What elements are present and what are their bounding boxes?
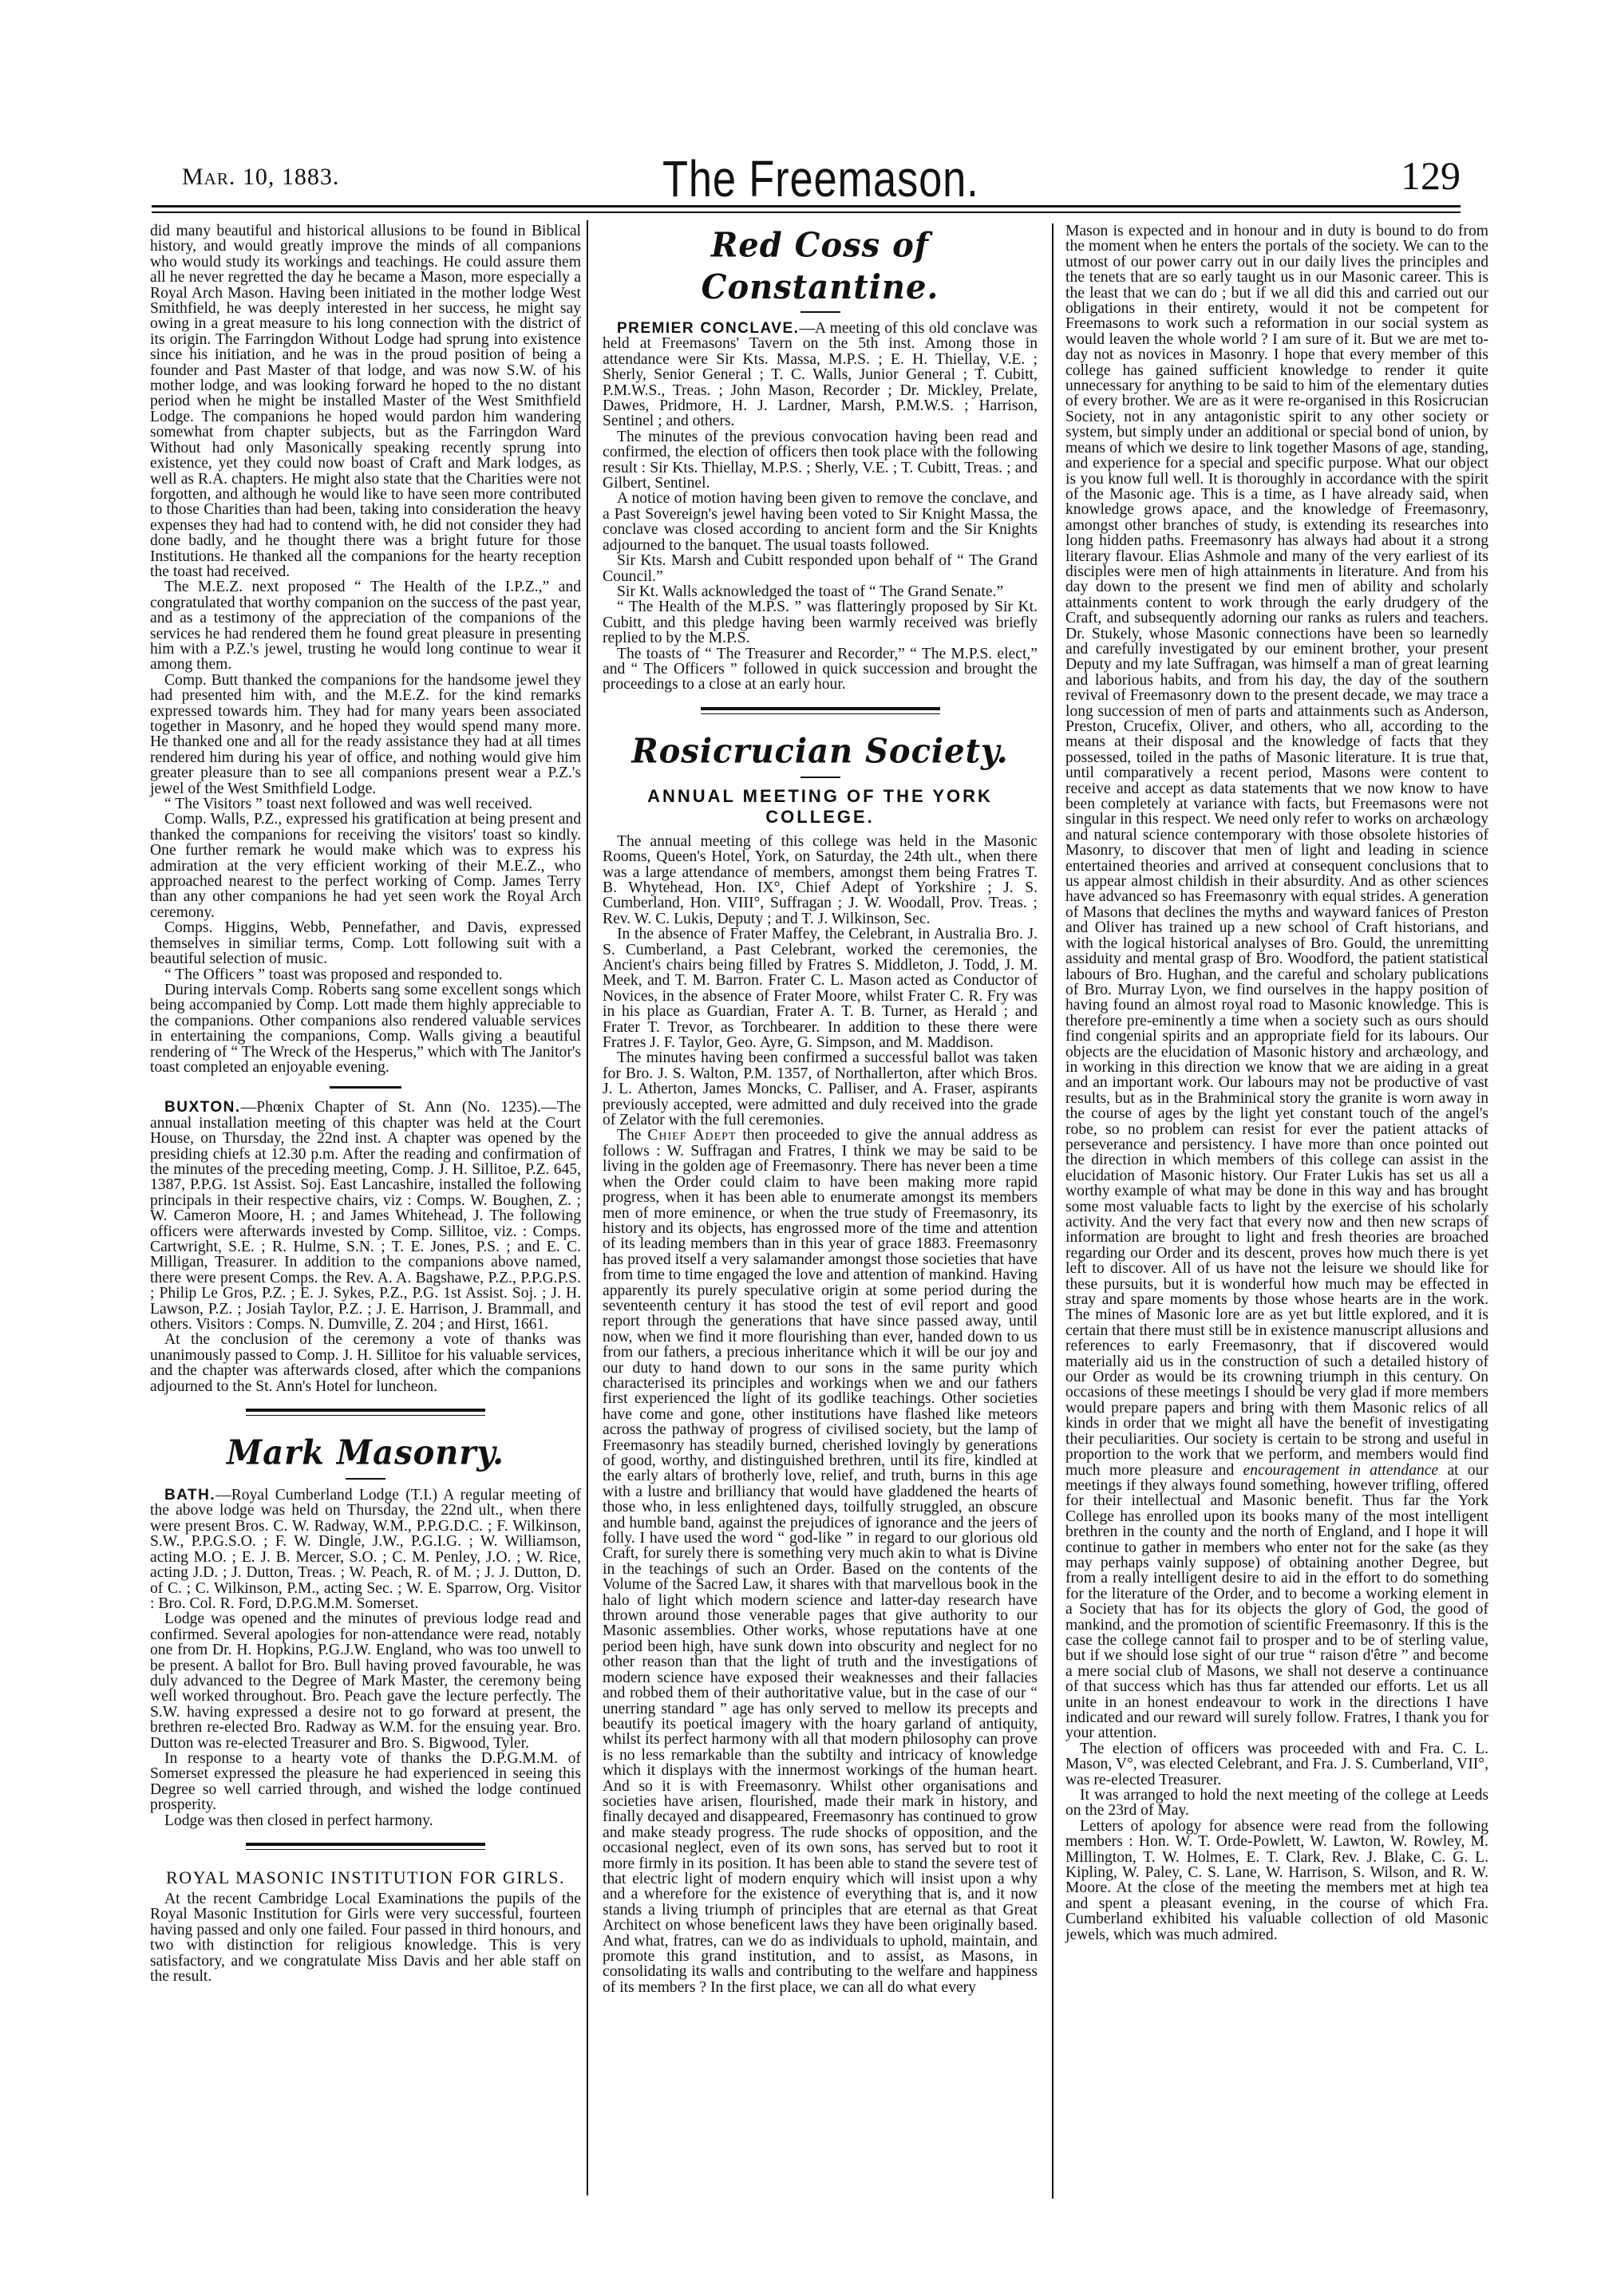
article-paragraph: The toasts of “ The Treasurer and Recorder,” “ The M.P.S. elect,” and “ The Officers ” followed in quick succession and brought the proceedings to a close at an early hour. xyxy=(603,645,1038,694)
article-paragraph: The M.E.Z. next proposed “ The Health of the I.P.Z.,” and congratulated that worthy companion on the success of the past year, and as a testimony of the appreciation of the companions of the services he had rendered them he found great pleasure in presenting him with a P.Z.'s jewel, trusting he would long continue to wear it among them. xyxy=(150,579,581,674)
section-divider xyxy=(330,1086,401,1089)
premier-text: —A meeting of this old conclave was held at Freemasons' Tavern on the 5th inst. Among those in attendance were Sir Kts. Massa, M.P.S. ; E. H. Thiellay, V.E. ; Sherly, Senior General ; T. C. Walls, Junior General ; T. Cubitt, P.M.W.S., Treas. ; John Mason, Recorder ; Dr. Mickley, Prelate, Dawes, Pridmore, H. J. Lardner, Marsh, P.M.W.S. ; Harrison, Sentinel ; and others. xyxy=(603,320,1038,430)
section-divider-double xyxy=(246,1843,485,1850)
section-divider-double xyxy=(246,1409,485,1416)
column-divider xyxy=(1052,223,1053,2199)
article-paragraph: At the recent Cambridge Local Examinations the pupils of the Royal Masonic Institution for Girls were very successful, fourteen having passed and only one failed. Four passed in third honours, and two with distinction for religious knowledge. This is very satisfactory, and we congratulate Miss Davis and her able staff on the result. xyxy=(150,1891,581,1986)
article-paragraph: It was arranged to hold the next meeting of the college at Leeds on the 23rd of May. xyxy=(1065,1787,1488,1820)
address-text-end: at our meetings if they always found something, however trifling, offered for their intellectual and Masonic benefit. Thus far the York College has enrolled upon its books many of the most intelligent brethren in the county and the north of England, and I hope it will continue to gather in members who enter not for the sake (as they may perhaps vainly suppose) of obtaining another Degree, but from a really intelligent desire to aid in the effort to do something for the literature of the Order, and to become a working element in a Society that has for its objects the glory of God, the good of mankind, and the promotion of scientific Freemasonry. If this is the case the college cannot fail to prosper and to be of sterling value, but if we should lose sight of our true “ raison d'être ” and become a mere social club of Masons, we shall not deserve a continuance of that success which has thus far attended our efforts. Let us all unite in an honest endeavour to work in the directions I have indicated and our reward will surely follow. Fratres, I thank you for your attention. xyxy=(1065,1461,1488,1742)
article-paragraph: The annual meeting of this college was held in the Masonic Rooms, Queen's Hotel, York, on Saturday, the 24th ult., when there was a large attendance of members, amongst them being Fratres T. B. Whytehead, Hon. IX°, Chief Adept of Yorkshire ; J. S. Cumberland, Hon. VIII°, Suffragan ; J. W. Woodall, Prov. Treas. ; Rev. W. C. Lukis, Deputy ; and T. J. Wilkinson, Sec. xyxy=(603,832,1038,927)
masthead xyxy=(152,150,1461,207)
bath-lead: BATH. xyxy=(164,1487,216,1504)
article-paragraph: Letters of apology for absence were read from the following members : Hon. W. T. Orde-Powlett, W. Lawton, W. Rowley, M. Millington, T. W. Holmes, E. T. Clark, Rev. J. Blake, C. G. L. Kipling, W. Paley, C. S. Lane, W. Harrison, S. Wilson, and R. W. Moore. At the close of the meeting the members met at high tea and spent a pleasant evening, in the course of which Fra. Cumberland exhibited his valuable collection of old Masonic jewels, which was much admired. xyxy=(1065,1817,1488,1943)
article-paragraph: In the absence of Frater Maffey, the Celebrant, in Australia Bro. J. S. Cumberland, a Past Celebrant, worked the ceremonies, the Ancient's chairs being filled by Fratres S. Middleton, J. Todd, J. M. Meek, and T. M. Barron. Frater C. L. Mason acted as Conductor of Novices, in the absence of Frater Moore, whilst Frater C. R. Fry was in his place as Guardian, Frater A. T. B. Turner, as Herald ; and Frater T. Trevor, as Torchbearer. In addition to these there were Fratres J. F. Taylor, Geo. Ayre, G. Simpson, and M. Maddison. xyxy=(603,926,1038,1052)
section-heading-red-cross: Red Coss of Constantine. xyxy=(701,225,939,307)
article-paragraph: A notice of motion having been given to remove the conclave, and a Past Sovereign's jewel having been voted to Sir Knight Massa, the conclave was closed according to ancient form and the Sir Knights adjourned to the banquet. The usual toasts followed. xyxy=(603,490,1038,554)
masthead-rule-thin xyxy=(152,211,1461,213)
buxton-text: —Phœnix Chapter of St. Ann (No. 1235).—The annual installation meeting of this chapter was held at the Court House, on Thursday, the 22nd inst. A chapter was opened by the presiding chiefs at 12.30 p.m. After the reading and confirmation of the minutes of the preceding meeting, Comp. J. H. Sillitoe, P.Z. 645, 1387, P.P.G. 1st Assist. Soj. East Lancashire, installed the following principals in their respective chairs, viz : Comps. W. Boughen, Z. ; W. Cameron Moore, H. ; and James Whitehead, J. The following officers were afterwards invested by Comp. Sillitoe, viz. : Comps. Cartwright, S.E. ; R. Hulme, S.N. ; T. E. Jones, P.S. ; and E. C. Milligan, Treasurer. In addition to the companions above named, there were present Comps. the Rev. A. A. Bagshawe, P.Z., P.P.G.P.S. ; Philip Le Gros, P.Z. ; E. J. Sykes, P.Z., P.G. 1st Assist. Soj. ; J. H. Lawson, P.Z. ; Josiah Taylor, P.Z. ; J. E. Harrison, J. Brammall, and others. Visitors : Comps. N. Dumville, Z. 204 ; and Hirst, 1661. xyxy=(150,1099,581,1334)
article-paragraph: At the conclusion of the ceremony a vote of thanks was unanimously passed to Comp. J. H. Sillitoe for his valuable services, and the chapter was afterwards closed, after which the companions adjourned to the St. Ann's Hotel for luncheon. xyxy=(150,1331,581,1395)
premier-lead: PREMIER CONCLAVE. xyxy=(617,320,800,337)
buxton-report xyxy=(150,1100,581,1332)
article-paragraph: Sir Kt. Walls acknowledged the toast of “ The Grand Senate.” xyxy=(617,583,1004,600)
article-paragraph: During intervals Comp. Roberts sang some excellent songs which being accompanied by Comp. Lott made them highly appreciable to the companions. Other companions also rendered valuable services in entertaining the companions, Comp. Walls giving a beautiful rendering of “ The Wreck of the Hesperus,” which with The Janitor's toast completed an enjoyable evening. xyxy=(150,981,581,1076)
column-divider xyxy=(587,220,588,2195)
address-text: Mason is expected and in honour and in duty is bound to do from the moment when he enters the portals of the society. We can to the utmost of our power carry out in our daily lives the principles and the tenets that are so early taught us in our Masonic career. This is the least that we can do ; but if we all did this and carried out our obligations in their entirety, would it not be competent for Freemasons to work such a reformation in our social system as would leaven the whole world ? I am sure of it. But we are met to-day not as novices in Masonry. I hope that every member of this college has gained sufficient knowledge to render it quite unnecessary for anything to be said to him of the elementary duties of every brother. We are as it were re-organised in this Rosicrucian Society, not in any antagonistic spirit to any other society or system, but simply under an additional or special bond of union, by means of which we desire to link together Masons of age, standing, and experience for a special and specific purpose. What our object is you know full well. It is thoroughly in accordance with the spirit of the Masonic age. This is a time, as I have already said, when knowledge grows apace, and the knowledge of Freemasonry, amongst other branches of study, is extending its researches into long hidden paths. Freemasonry has always had about it a strong literary flavour. Elias Ashmole and many of the very earliest of its disciples were men of high attainments in literature. And from his day down to the present we find men of ability and scholarly attainments content to work through the early drudgery of the Craft, and subsequently adorning our ranks as rulers and teachers. Dr. Stukely, whose Masonic connections have been so learnedly and carefully investigated by our eminent brother, your present Deputy and my late Suffragan, was himself a man of great learning and laborious habits, and from his day, the day of the southern revival of Freemasonry down to the present decade, we may trace a long succession of men of parts and attainments such as Anderson, Preston, Crucefix, Oliver, and others, who all, according to the means at their disposal and the knowledge of facts that they possessed, toiled in the paths of Masonic literature. It is true that, until comparatively a recent period, Masons were content to receive and accept as data statements that we now know to have been completely at variance with facts, but Freemasons were not singular in this respect. We need only refer to works on archæology and natural science contemporary with those obsolete histories of Masonry, to discover that men of light and leading in science entertained theories and arrived at consequent conclusions that to us appear almost childish in their absurdity. And as other sciences have advanced so has Freemasonry with equal strides. A generation of Masons that declines the myths and wayward fanices of Preston and Oliver has trained up a new school of Craft historians, and with the logical historical analyses of Bro. Gould, the unremitting assiduity and mental grasp of Bro. Woodford, the patient statistical labours of Bro. Hughan, and the careful and scholary publications of Bro. Murray Lyon, we find ourselves in the happy position of having found an almost royal road to Masonic knowledge. This is therefore pre-eminently a time when a society such as ours should find congenial spirits and an appropriate field for its labours. Our objects are the elucidation of Masonic history and archæology, and in working in this direction we know that we are aiding in a great and an important work. Our labours may not be productive of vast results, but as in the Brahminical story the granite is worn away in the course of ages by the light yet constant touch of the angel's robe, so no problem can resist for ever the patient attacks of perseverance and persistency. I have more than once pointed out the direction in which members of this college can assist in the elucidation of Masonic history. Our Frater Lukis has set us all a worthy example of what may be done in this way and has brought some most valuable facts to light by the exercise of his scholarly activity. And the very fact that every now and then new scraps of information are brought to light and fresh theories are broached regarding our Order and its descent, proves how much there is yet left to discover. All of us have not the leisure we should like for these pursuits, but it is wonderful how much may be effected in stray and spare moments by those whose hearts are in the work. The mines of Masonic lore are as yet but little explored, and it is certain that there must still be in existence manuscript allusions and references to early Freemasonry, that if discovered would materially aid us in the construction of such a detailed history of our Order as would be its crowning triumph in this century. On occasions of these meetings I should be very glad if more members would prepare papers and bring with them Masonic relics of all kinds in order that we might all have the benefit of investigating their peculiarities. Our society is certain to be strong and useful in proportion to the work that we perform, and members would find much more pleasure and xyxy=(1065,223,1488,1479)
address-text: then proceeded to give the annual address as follows : W. Suffragan and Fratres, I think we may be said to be living in the golden age of Freemasonry. There has never been a time when the Order could claim to have been making more rapid progress, when it has been able to enumerate amongst its members men of more eminence, or when the true study of Freemasonry, its history and its objects, has engrossed more of the time and attention of its leading members than in this year of grace 1883. Freemasonry has proved itself a very salamander amongst those societies that have from time to time engaged the love and attention of mankind. Having apparently its purely speculative origin at some period during the seventeenth century it has stood the test of evil report and good report through the generations that have since passed away, until now, when we find it more flourishing than ever, handed down to us from our fathers, a precious inheritance which it will be our joy and our duty to hand down to our sons in the same purity which characterised its principles and workings when we and our fathers first experienced the light of its godlike teachings. Other societies have come and gone, other institutions have flashed like meteors across the pathway of progress of civilised society, but the lamp of Freemasonry has steadily burned, cherished lovingly by generations of good, worthy, and distinguished brethren, until its fire, kindled at the early altars of brotherly love, relief, and truth, burns in this age with a lustre and brilliancy that would have gladdened the hearts of those who, in less enlightened days, toilfully struggled, an obscure and humble band, against the prejudices of ignorance and the jeers of folly. I have used the word “ god-like ” in regard to our glorious old Craft, for surely there is something very much akin to what is Divine in the teachings of such an Order. Based on the contents of the Volume of the Sacred Law, it shares with that marvellous book in the halo of light which modern science and latter-day research have thrown around those venerable pages that give authority to our Masonic assemblies. Other works, whose reputations have at one period been high, have sunk down into obscurity and neglect for no other reason than that the light of truth and the investigations of modern science have exposed their weaknesses and their fallacies and robbed them of their authoritative value, but in the case of our “ unerring standard ” age has only served to mellow its precepts and beautify its poetical imagery with the hoary garland of antiquity, whilst its perfect harmony with all that modern philosophy can prove is no less remarkable than the subtilty and intricacy of knowledge which it displays with the innermost workings of the human heart. And so it is with Freemasonry. Whilst other organisations and societies have arisen, flourished, made their mark in history, and finally decayed and disappeared, Freemasonry has continued to grow and make steady progress. The rude shocks of opposition, and the occasional neglect, even of its own sons, has served but to root it more firmly in its position. It has been able to stand the severe test of that electric light of modern enquiry which will insist upon a why and a wherefore for the existence of everything that is, and it now stands a living triumph of principles that are eternal as that Great Architect on whose beneficent laws they have been originally based. And what, fratres, can we do as individuals to uphold, maintain, and promote this grand institution, and to assist, as Masons, in consolidating its walls and contributing to the welfare and happiness of its members ? In the first place, we can all do what every xyxy=(603,1127,1038,1996)
chief-adept-address xyxy=(603,1128,1038,1995)
issue-date: Mar. 10, 1883. xyxy=(182,164,340,190)
article-paragraph: Lodge was opened and the minutes of previous lodge read and confirmed. Several apologies for non-attendance were read, notably one from Dr. H. Hopkins, P.G.J.W. England, who was too unwell to be present. A ballot for Bro. Bull having proved favourable, he was duly advanced to the Degree of Mark Master, the ceremony being well worked throughout. Bro. Peach gave the lecture perfectly. The S.W. having expressed a desire not to go forward at present, the brethren re-elected Bro. Radway as W.M. for the ensuing year. Bro. Dutton was re-elected Treasurer and Bro. S. Bigwood, Tyler. xyxy=(150,1610,581,1752)
column-3 xyxy=(1065,223,1488,1942)
buxton-lead: BUXTON. xyxy=(164,1099,241,1116)
article-paragraph: Comp. Walls, P.Z., expressed his gratification at being present and thanked the companions for receiving the visitors' toast so kindly. One further remark he would make which was to express his admiration at the very efficient working of their M.E.Z., who approached nearest to the perfect working of Comp. James Terry than any other companions he had yet seen work the Royal Arch ceremony. xyxy=(150,811,581,921)
newspaper-title: The Freemason. xyxy=(662,150,979,207)
bath-report xyxy=(150,1488,581,1611)
address-italic-text: encouragement in attendance xyxy=(1243,1461,1439,1479)
article-paragraph: The election of officers was proceeded with and Fra. C. L. Mason, V°, was elected Celebrant, and Fra. J. S. Cumberland, VII°, was re-elected Treasurer. xyxy=(1065,1740,1488,1788)
column-2 xyxy=(603,223,1038,1995)
address-continuation xyxy=(1065,223,1488,1741)
article-paragraph: “ The Health of the M.P.S. ” was flatteringly proposed by Sir Kt. Cubitt, and this pledge having been warmly received was briefly replied to by the M.P.S. xyxy=(603,599,1038,647)
article-paragraph: “ The Officers ” toast was proposed and responded to. xyxy=(164,966,503,983)
chief-adept-label: Chief Adept xyxy=(647,1127,737,1144)
heading-rule xyxy=(346,1478,385,1480)
article-paragraph: Comp. Butt thanked the companions for the handsome jewel they had presented him with, and the M.E.Z. for the kind remarks expressed towards him. They had for many years been associated together in Masonry, and he hoped they would spend many more. He thanked one and all for the ready assistance they had at all times rendered him during his year of office, and nothing would give him greater pleasure than to see all companions present wear a P.Z.'s jewel of the West Smithfield Lodge. xyxy=(150,671,581,797)
article-paragraph: did many beautiful and historical allusions to be found in Biblical history, and would greatly improve the minds of all companions who would study its workings and teachings. He could assure them all he never regretted the day he became a Mason, more especially a Royal Arch Mason. Having been initiated in the mother lodge West Smithfield, he was deeply interested in her success, he might say owing in a great measure to his long connection with the district of its origin. The Farringdon Without Lodge had sprung into existence since his initiation, and he was in the proud position of being a founder and Past Master of that lodge, and was now S.W. of his mother lodge, and was looking forward he hoped to the no distant period when he might be installed Master of the West Smithfield Lodge. The companions he hoped would pardon him wandering somewhat from chapter subjects, but as the Farringdon Ward Without had only Masonically speaking recently sprung into existence, yet they could now boast of Craft and Mark lodges, as well as R.A. chapters. He might also state that the Charities were not forgotten, and although he would like to have seen more contributed to those Charities than had been, taking into consideration the heavy expenses they had had to contend with, he did not consider they had done badly, and he thought there was a bright future for those Institutions. He thanked all the companions for the hearty reception the toast had received. xyxy=(150,223,581,580)
article-paragraph: The minutes having been confirmed a successful ballot was taken for Bro. J. S. Walton, P.M. 1357, of Northallerton, after which Bros. J. L. Atherton, James Moncks, C. Palliser, and A. Fraser, aspirants previously accepted, were admitted and duly received into the grade of Zelator with the full ceremonies. xyxy=(603,1049,1038,1129)
article-paragraph: Sir Kts. Marsh and Cubitt responded upon behalf of “ The Grand Council.” xyxy=(603,552,1038,585)
article-paragraph: Lodge was then closed in perfect harmony. xyxy=(164,1812,433,1829)
article-paragraph: Comps. Higgins, Webb, Pennefather, and Davis, expressed themselves in similiar terms, Comp. Lott following suit with a beautiful selection of music. xyxy=(150,919,581,968)
article-paragraph: In response to a hearty vote of thanks the D.P.G.M.M. of Somerset expressed the pleasure he had experienced in seeing this Degree so well carried through, and wished the lodge continued prosperity. xyxy=(150,1749,581,1814)
section-heading-girls-institution: ROYAL MASONIC INSTITUTION FOR GIRLS. xyxy=(166,1867,565,1887)
section-heading-mark-masonry: Mark Masonry. xyxy=(226,1433,505,1473)
heading-rule xyxy=(800,311,840,313)
bath-text: —Royal Cumberland Lodge (T.I.) A regular meeting of the above lodge was held on Thursday, the 22nd ult., when there were present Bros. C. W. Radway, W.M., P.P.G.D.C. ; F. Wilkinson, S.W., P.P.G.S.O. ; F. W. Dingle, J.W., P.G.I.G. ; W. Williamson, acting M.O. ; E. J. B. Mercer, S.O. ; C. M. Penley, J.O. ; W. Rice, acting J.D. ; J. Dutton, Treas. ; W. Peach, R. of M. ; J. J. Dutton, D. of C. ; C. Wilkinson, P.M., acting Sec. ; W. E. Sparrow, Org. Visitor : Bro. Col. R. Ford, D.P.G.M.M. Somerset. xyxy=(150,1487,581,1612)
section-heading-rosicrucian: Rosicrucian Society. xyxy=(631,731,1009,771)
address-intro: The xyxy=(617,1127,648,1144)
subheading-york-college: ANNUAL MEETING OF THE YORK COLLEGE. xyxy=(647,785,993,827)
premier-conclave-report xyxy=(603,321,1038,429)
article-paragraph: “ The Visitors ” toast next followed and was well received. xyxy=(164,796,533,813)
article-paragraph: The minutes of the previous convocation having been read and confirmed, the election of officers then took place with the following result : Sir Kts. Thiellay, M.P.S. ; Sherly, V.E. ; T. Cubitt, Treas. ; and Gilbert, Sentinel. xyxy=(603,428,1038,492)
heading-rule xyxy=(800,777,840,778)
section-divider-double xyxy=(701,707,940,714)
masthead-rule xyxy=(152,205,1461,207)
page-number: 129 xyxy=(1401,153,1461,198)
column-1 xyxy=(150,223,581,1984)
